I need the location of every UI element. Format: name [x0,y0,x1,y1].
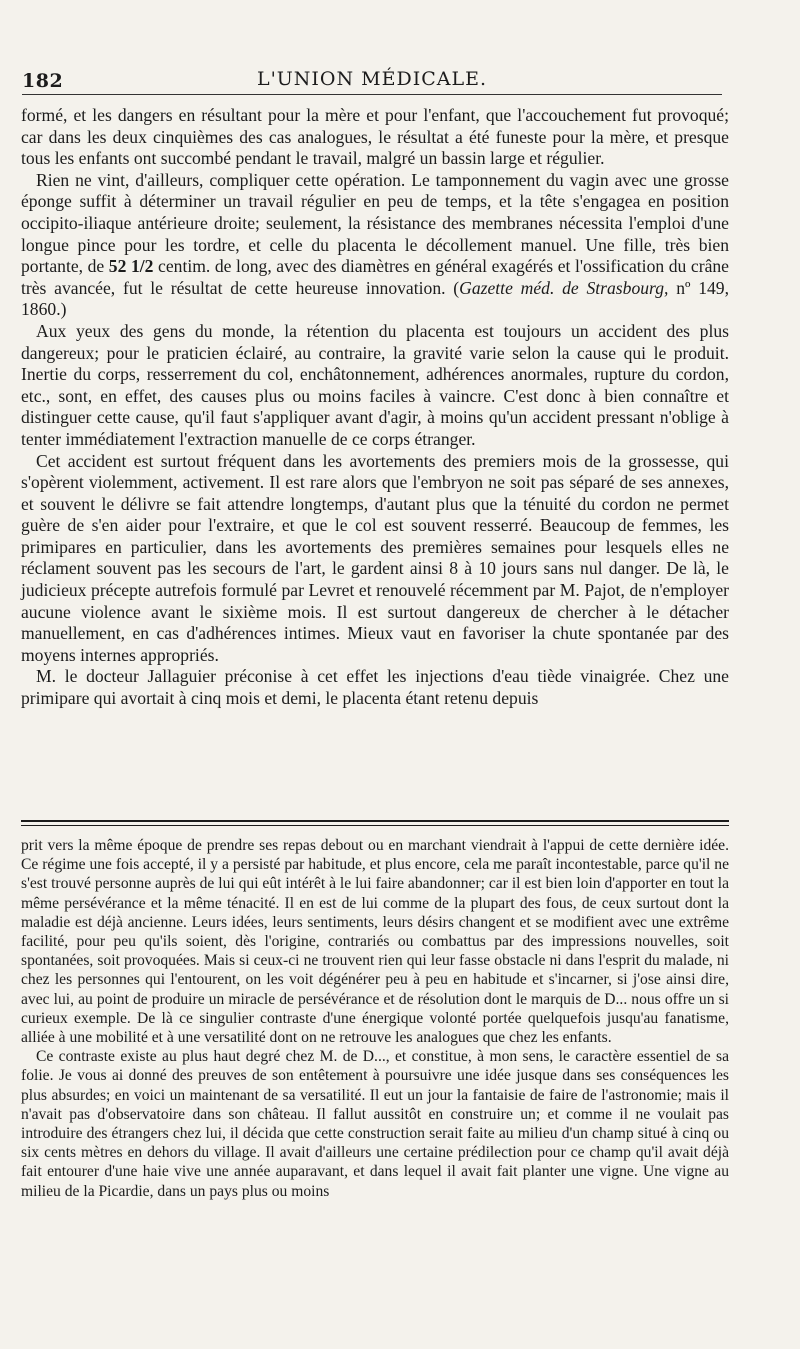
paragraph-2-text-e: nº 149, 1860.) [21,277,729,320]
paragraph-2-text-c: centim. de long, avec des diamètres en général exagérés et l'ossification du crâne très avancée, fut le résultat de cette heureuse innovation. ( [21,256,729,298]
paragraph-1: formé, et les dangers en résultant pour la mère et pour l'enfant, que l'accouchement fut provoqué; car dans les deux cinquièmes des cas analogues, le résultat a été funeste pour la mère, et presque tous les enfants ont succombé pendant le travail, malgré un bassin large et régulier. [21,105,729,169]
paragraph-4: Cet accident est surtout fréquent dans les avortements des premiers mois de la grossesse, qui s'opèrent violemment, activement. Il est rare alors que l'embryon ne soit pas séparé de ses annexes, et souvent le délivre se fait attendre longtemps, d'autant plus que la ténuité du cordon ne permet guère de s'en aider pour l'extraire, et que le col est souvent resserré. Beaucoup de femmes, les primipares en particulier, dans les avortements des premières semaines pour lesquels elles ne réclament souvent pas les secours de l'art, le gardent ainsi 8 à 10 jours sans nul danger. De là, le judicieux précepte autrefois formulé par Levret et renouvelé récemment par M. Pajot, de n'employer aucune violence avant le sixième mois. Il est surtout dangereux de chercher à le détacher manuellement, en cas d'adhérences intimes. Mieux vaut en favoriser la chute spontanée par des moyens internes appropriés. [21,450,729,665]
paragraph-2-text-a: Rien ne vint, d'ailleurs, compliquer cette opération. Le tamponnement du vagin avec une grosse éponge suffit à déterminer un travail régulier en peu de temps, et la tête s'engagea en position occipito-iliaque antérieure droite; seulement, la résistance des membranes nécessita l'emploi d'une longue pince pour les tordre, et celle du placenta le décollement manuel. Une fille, très bien portante, de [21,169,729,277]
paragraph-2-measure: 52 1/2 [108,256,154,277]
page-number: 182 [22,70,64,92]
feuilleton-paragraph-2: Ce contraste existe au plus haut degré chez M. de D..., et constitue, à mon sens, le caractère essentiel de sa folie. Je vous ai donné des preuves de son entêtement à poursuivre une idée jusque dans ses conséquences les plus absurdes; en voici un maintenant de sa versatilité. Il eut un jour la fantaisie de faire de l'astronomie; mais il n'avait pas d'observatoire dans son château. Il fallut aussitôt en construire un; et comme il ne voulait pas introduire des étrangers chez lui, il décida que cette construction serait faite au milieu d'un champ situé à cinq ou six cents mètres en dehors du village. Il avait d'ailleurs une certaine prédilection pour ce champ qu'il avait déjà fait entourer d'une haie vive une année auparavant, et dans lequel il avait fait planter une vigne. Une vigne au milieu de la Picardie, dans un pays plus ou moins [21,1048,729,1200]
paragraph-5: M. le docteur Jallaguier préconise à cet effet les injections d'eau tiède vinaigrée. Chez une primipare qui avortait à cinq mois et demi, le placenta étant retenu depuis [21,666,729,709]
page-header [22,62,722,92]
header-rule [22,94,722,95]
feuilleton-section [21,836,729,1201]
paragraph-2 [21,170,729,321]
paragraph-3: Aux yeux des gens du monde, la rétention du placenta est toujours un accident des plus dangereux; pour le praticien éclairé, au contraire, la gravité varie selon la cause qui le produit. Inertie du corps, resserrement du col, enchâtonnement, adhérences anormales, rupture du cordon, etc., sont, en effet, des causes plus ou moins faciles à vaincre. C'est donc à bien connaître et distinguer cette cause, qu'il faut s'appliquer avant d'agir, à moins qu'un accident pressant n'oblige à tenter immédiatement l'extraction manuelle de ce corps étranger. [21,320,729,449]
feuilleton-paragraph-1: prit vers la même époque de prendre ses repas debout ou en marchant viendrait à l'appui de cette dernière idée. Ce régime une fois accepté, il y a persisté par habitude, et plus encore, cela me paraît incontestable, parce qu'il ne s'est trouvé personne auprès de lui qui eût intérêt à le lui faire abandonner; car il est bien loin d'apporter en tout la même persévérance et la même ténacité. Il en est de lui comme de la plupart des fous, de ceux surtout dont la maladie est déjà ancienne. Leurs idées, leurs sentiments, leurs désirs changent et se modifient avec une extrême facilité, pour peu qu'ils soient, dès l'origine, contrariés ou combattus par des impressions nouvelles, soit spontanées, soit provoquées. Mais si ceux-ci ne trouvent rien qui leur fasse obstacle ni dans l'esprit du malade, ni chez les personnes qui l'entourent, on les voit dégénérer peu à peu en habitude et s'incarner, si j'ose ainsi dire, avec lui, au point de produire un miracle de persévérance et de résolution dont le marquis de D... nous offre un si curieux exemple. De là ce singulier contraste d'une énergique volonté portée quelquefois jusqu'au fanatisme, alliée à une mobilité et à une versatilité dont on ne retrouve les analogues que chez les enfants. [21,837,729,1047]
main-article [21,105,729,710]
running-title: L'UNION MÉDICALE. [256,68,488,90]
paragraph-2-citation: Gazette méd. de Strasbourg, [459,277,669,298]
feuilleton-divider [21,820,729,826]
